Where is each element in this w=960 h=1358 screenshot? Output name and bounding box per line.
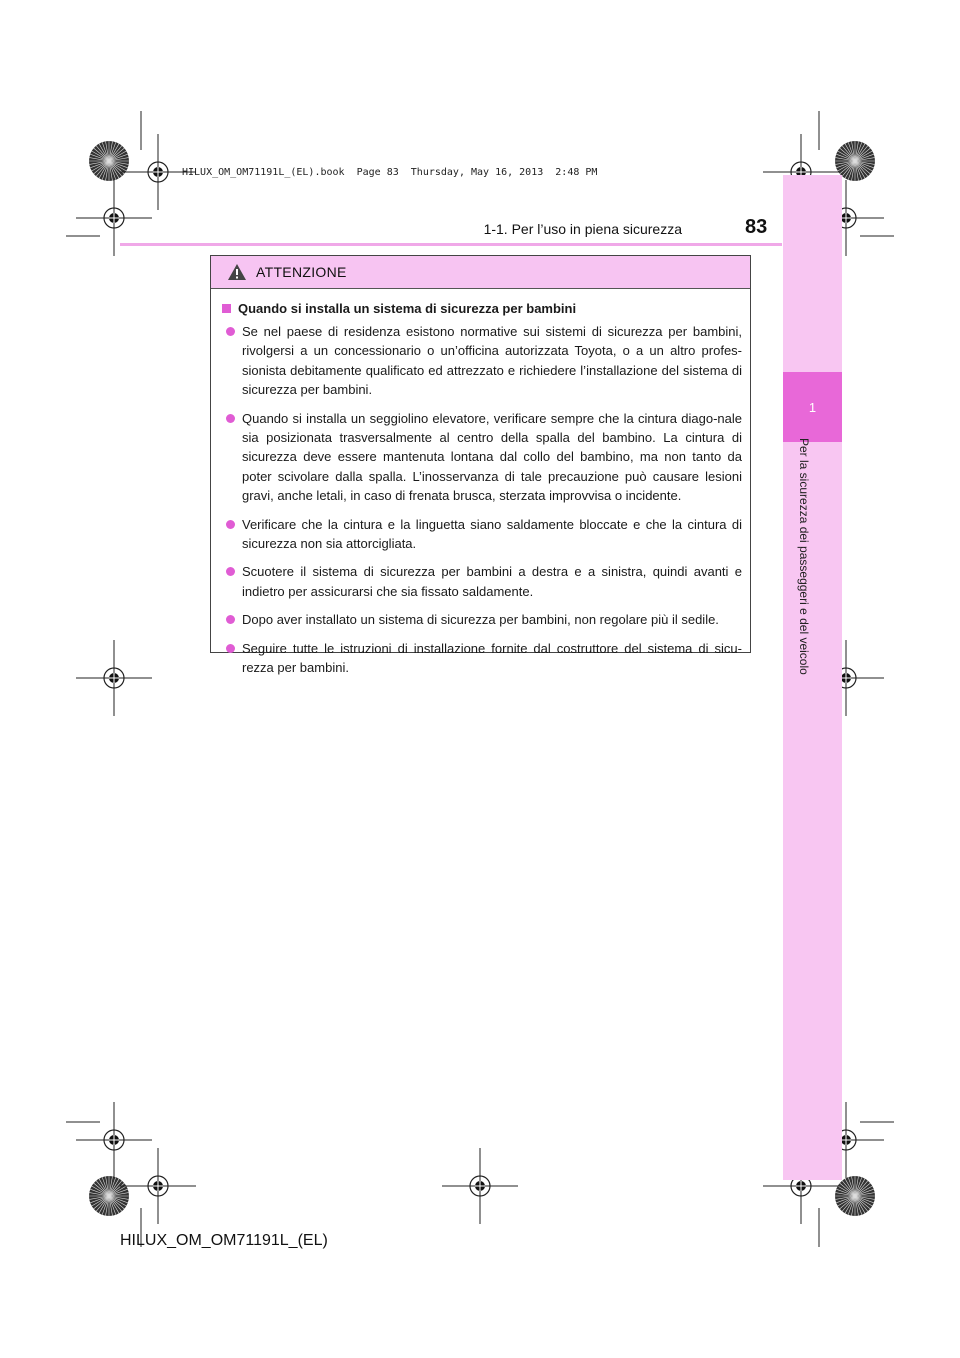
round-bullet-icon xyxy=(226,644,235,653)
starburst-mark-icon xyxy=(89,141,129,181)
list-item xyxy=(222,639,742,678)
round-bullet-icon xyxy=(226,615,235,624)
list-item-text: Se nel paese di residenza esistono normative sui sistemi di sicurezza per bambini, rivolgersi a un concessionario o un’officina autorizzata Toyota, o a un altro profes-sionista debitamente qualificato ed attrezzato e richiedere l’installazione del sistema di sicurezza per bambini. xyxy=(242,324,742,398)
list-item-text: Seguire tutte le istruzioni di installazione fornite dal costruttore del sistema di sicu-rezza per bambini. xyxy=(242,640,742,676)
chapter-title: Per la sicurezza dei passeggeri e del veicolo xyxy=(797,438,811,675)
round-bullet-icon xyxy=(226,520,235,529)
square-bullet-icon xyxy=(222,304,231,313)
round-bullet-icon xyxy=(226,327,235,336)
starburst-mark-icon xyxy=(835,1176,875,1216)
warning-title: ATTENZIONE xyxy=(256,264,347,280)
list-item xyxy=(222,322,742,400)
warning-topic-text: Quando si installa un sistema di sicurezza per bambini xyxy=(238,301,577,316)
list-item xyxy=(222,409,742,506)
list-item-text: Scuotere il sistema di sicurezza per bambini a destra e a sinistra, quindi avanti e indietro per assicurarsi che sia fissato saldamente. xyxy=(242,564,742,599)
crosshair-mark-icon xyxy=(442,1148,518,1224)
list-item-text: Quando si installa un seggiolino elevatore, verificare sempre che la cintura diago-nale sia posizionata trasversalmente al centro della spalla del bambino. La cintura di sicurezza deve essere mantenuta lontana dal collo del bambino, ma non tanto da poter scivolare dalla spalla. L’inosservanza di tale precauzione può causare lesioni gravi, anche letali, in caso di frenata brusca, sterzata improvvisa o incidente. xyxy=(242,410,742,504)
warning-topic xyxy=(222,301,742,316)
chapter-side-tab xyxy=(783,175,842,1180)
crosshair-mark-icon xyxy=(76,640,152,716)
warning-list xyxy=(222,322,742,678)
warning-header xyxy=(211,256,750,289)
warning-box xyxy=(210,255,751,676)
crosshair-mark-icon xyxy=(76,1102,152,1178)
chapter-number: 1 xyxy=(783,372,842,442)
list-item xyxy=(222,515,742,554)
section-title: 1-1. Per l’uso in piena sicurezza xyxy=(483,221,682,237)
warning-body xyxy=(211,289,750,678)
list-item xyxy=(222,610,742,629)
warning-triangle-icon xyxy=(227,263,247,281)
footer-code: HILUX_OM_OM71191L_(EL) xyxy=(120,1232,328,1249)
header-rule xyxy=(120,243,782,246)
page-number: 83 xyxy=(745,216,768,238)
list-item-text: Verificare che la cintura e la linguetta siano saldamente bloccate e che la cintura di sicurezza non sia attorcigliata. xyxy=(242,516,742,552)
starburst-mark-icon xyxy=(89,1176,129,1216)
round-bullet-icon xyxy=(226,414,235,423)
crosshair-mark-icon xyxy=(120,1148,196,1224)
list-item xyxy=(222,562,742,601)
round-bullet-icon xyxy=(226,567,235,576)
list-item-text: Dopo aver installato un sistema di sicurezza per bambini, non regolare più il sedile. xyxy=(242,612,719,628)
file-info: HILUX_OM_OM71191L_(EL).book Page 83 Thursday, May 16, 2013 2:48 PM xyxy=(182,167,598,178)
